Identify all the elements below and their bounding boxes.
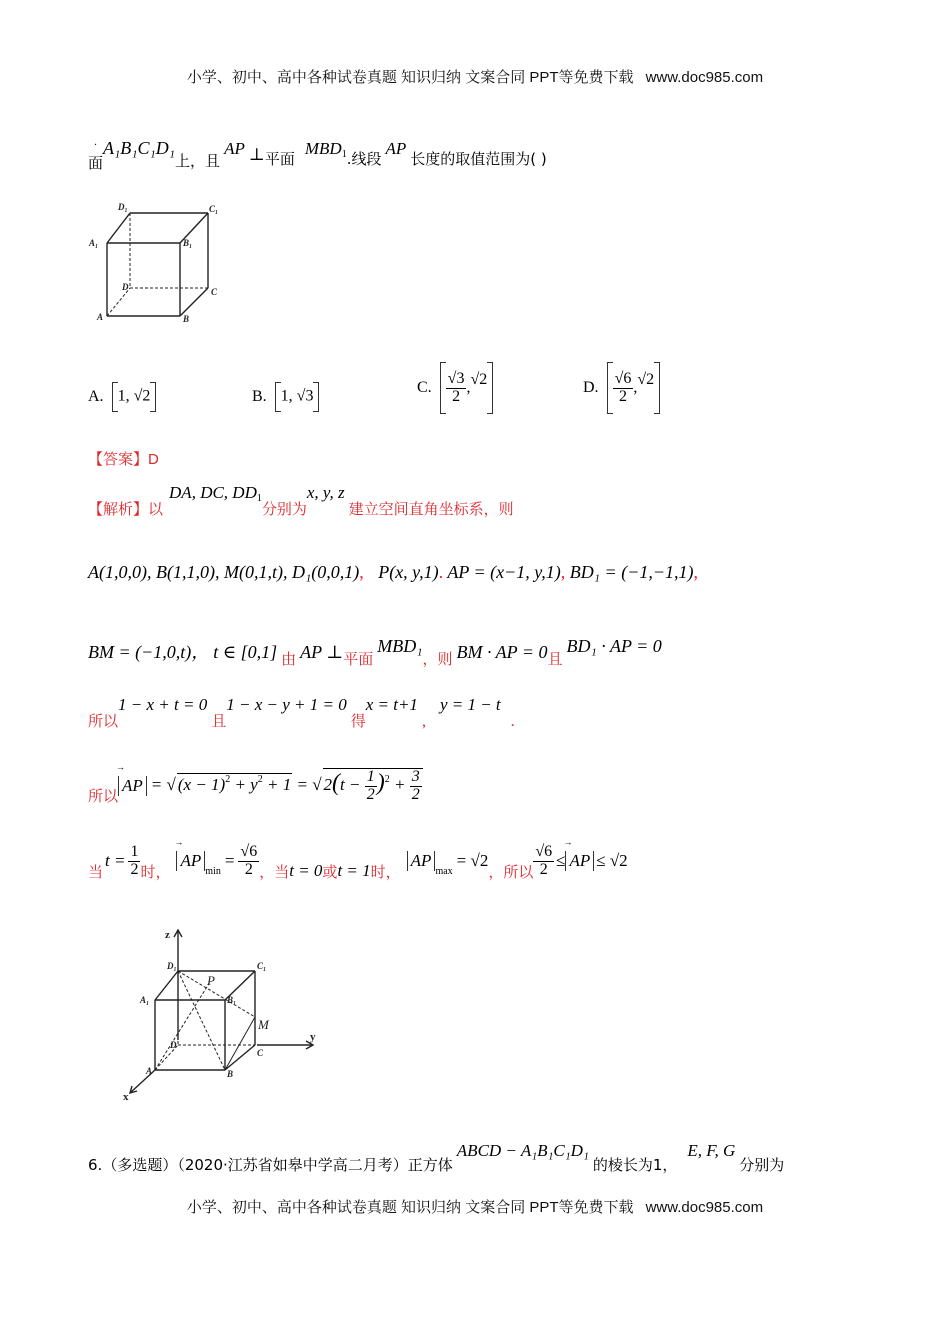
analysis-line-5: 所以 → AP = √ $(x - 1)^2 + y^2 + 1$ = √ 2(t − $\frac{1}{2}$ )$^2$ + $\frac{3}{2}$ — [88, 768, 423, 804]
t-range-expr: t ∈ [0,1] — [213, 642, 278, 662]
analysis-line-4: 所以1 − x + t = 0 且1 − x − y + 1 = 0 得x = t+1 , y = 1 − t . — [88, 695, 515, 730]
analysis-line-1: 【解析】以DA, DC, $DD_1$分别为x, y, z 建立空间直角坐标系，则 — [88, 483, 514, 518]
ap-max-magnitude: AP — [407, 851, 436, 871]
ap-final-magnitude: → AP — [565, 851, 594, 871]
header-url[interactable]: www.doc985.com — [645, 69, 764, 86]
question-text-3: .线段 — [346, 150, 382, 168]
efg-points: E, F, G — [687, 1141, 736, 1160]
equation-4: y = 1 − t — [439, 695, 501, 714]
p-expr: P(x, y,1) — [378, 562, 439, 582]
ap-magnitude: → AP — [118, 776, 147, 796]
question-source: （2020·江苏省如皋中学高二月考） — [177, 1156, 408, 1174]
label-c: C — [211, 287, 218, 297]
page-header — [0, 66, 950, 87]
option-c-interval: $\frac{√3}{2}$ , √2 — [440, 362, 494, 414]
analysis-line-3: BM = (−1,0,t)， t ∈ [0,1] 由 AP ⊥平面 MBD₁，则 BM · AP = 0且 BD₁ · AP = 0 — [88, 636, 662, 668]
label-m: M — [258, 1017, 269, 1032]
label-d1: D₁ — [167, 961, 177, 971]
plane-mbd1: $MBD_1$ — [304, 139, 347, 160]
dot-product-1: BM · AP = 0 — [456, 642, 548, 662]
option-c-label: C. — [417, 379, 432, 396]
axis-z-label: z — [165, 929, 170, 941]
dot-product-2: BD₁ · AP = 0 — [566, 636, 662, 656]
axis-y-label: y — [310, 1031, 316, 1043]
perp-symbol: ⊥ — [248, 145, 265, 164]
question-number: 6. — [88, 1156, 103, 1174]
header-text: 小学、初中、高中各种试卷真题 知识归纳 文案合同 PPT等免费下载 — [186, 69, 634, 86]
min-value-fraction: $\frac{√6}{2}$ — [240, 843, 258, 878]
question-type: （多选题） — [102, 1156, 178, 1174]
option-a[interactable] — [88, 382, 156, 412]
axis-x-label: x — [123, 1091, 129, 1103]
half-fraction: $\frac{1}{2}$ — [130, 843, 139, 878]
label-a1: A₁ — [140, 995, 150, 1005]
label-b: B — [183, 314, 190, 323]
analysis-line-2: A(1,0,0), B(1,1,0), M(0,1,t), D₁(0,0,1), P(x, y,1). AP = (x−1, y,1), BD₁ = (−1,−1,1), — [88, 562, 698, 582]
question-text-2: 平面 — [264, 150, 295, 168]
question-text-1: 上，且 — [175, 152, 221, 170]
page-footer — [0, 1196, 950, 1217]
bd1-vector-expr: BD₁ = (−1,−1,1) — [569, 562, 694, 582]
plane-a1b1c1d1: A₁B₁C₁D₁ — [103, 138, 176, 158]
ap-min-magnitude: → AP — [176, 851, 205, 871]
coords-expr: A(1,0,0), B(1,1,0), M(0,1,t), D₁(0,0,1) — [88, 562, 360, 582]
xyz-expr: x, y, z — [306, 483, 345, 502]
option-c[interactable] — [417, 362, 493, 414]
label-p: P — [207, 973, 215, 988]
label-a: A — [97, 312, 104, 322]
option-b[interactable] — [252, 382, 319, 412]
option-d-label: D. — [583, 379, 599, 396]
answer-tag: 【答案】 — [88, 450, 149, 468]
label-b: B — [227, 1069, 234, 1079]
axes-expr: DA, DC, $DD_1$ — [169, 483, 262, 504]
cube-figure-2 — [115, 925, 330, 1110]
label-c: C — [257, 1048, 264, 1058]
next-question-line: 6.（多选题）（2020·江苏省如皋中学高二月考）正方体 ABCD − A₁B₁C₁D₁ 的棱长为1， E, F, G 分别为 — [88, 1141, 785, 1174]
cube-name: ABCD − A₁B₁C₁D₁ — [456, 1141, 589, 1160]
label-b1: B₁ — [183, 238, 193, 248]
ap-symbol: AP — [224, 139, 245, 158]
final-lower-fraction: $\frac{√6}{2}$ — [535, 843, 553, 878]
label-b1: B₁ — [227, 995, 237, 1005]
option-d[interactable] — [583, 362, 660, 414]
bm-vector-expr: BM = (−1,0,t)， — [88, 642, 210, 662]
label-c1: C₁ — [257, 961, 267, 971]
equation-3: x = t+1 — [365, 695, 418, 714]
option-a-interval: 1, √2 — [112, 382, 157, 412]
label-a: A — [146, 1066, 153, 1076]
analysis-line-6: 当 t = $\frac{1}{2}$ 时， → AP min = $\frac{√6}{2}$ ，当 t = 0 或 t = 1 时， AP max = √2 ，所以 $\frac{√6}{2}$ ≤ → AP ≤ √2 — [88, 837, 628, 881]
ap-magnitude-formula: = √ $(x - 1)^2 + y^2 + 1$ = √ 2(t − $\frac{1}{2}$ )$^2$ + $\frac{3}{2}$ — [151, 768, 423, 804]
question-line — [88, 138, 547, 172]
label-a1: A₁ — [89, 238, 99, 248]
answer-value: D — [148, 451, 159, 468]
question-text-4: 长度的取值范围为( ) — [410, 150, 547, 168]
option-b-interval: 1, √3 — [275, 382, 320, 412]
answer-line — [88, 448, 159, 469]
option-a-label: A. — [88, 388, 104, 405]
label-d: D — [122, 282, 129, 292]
option-d-interval: $\frac{√6}{2}$ , √2 — [607, 362, 661, 414]
label-d: D — [170, 1040, 177, 1050]
cube-figure-1 — [85, 198, 225, 323]
label-d1: D₁ — [118, 202, 128, 212]
label-c1: C₁ — [209, 204, 219, 214]
option-b-label: B. — [252, 388, 267, 405]
question-prefix: · 面 — [88, 140, 104, 172]
analysis-tag: 【解析】 — [88, 500, 149, 518]
equation-2: 1 − x − y + 1 = 0 — [226, 695, 347, 714]
footer-url[interactable]: www.doc985.com — [645, 1199, 764, 1216]
footer-text: 小学、初中、高中各种试卷真题 知识归纳 文案合同 PPT等免费下载 — [186, 1199, 634, 1216]
ap-vector-expr: AP = (x−1, y,1) — [447, 562, 561, 582]
ap-symbol-2: AP — [385, 139, 407, 158]
equation-1: 1 − x + t = 0 — [118, 695, 208, 714]
